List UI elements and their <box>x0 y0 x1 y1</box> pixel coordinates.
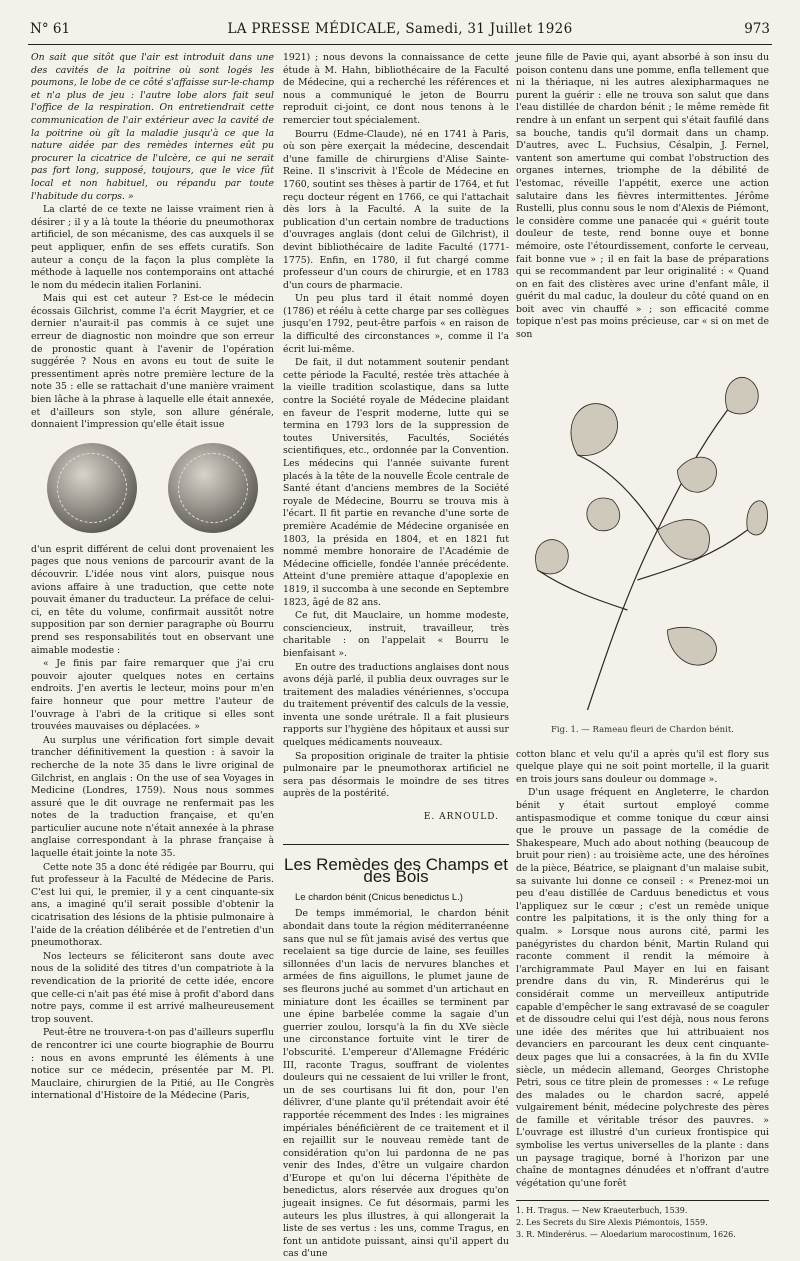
paragraph: 1921) ; nous devons la connaissance de cette étude à M. Hahn, bibliothécaire de la Faculté de Médecine, qui a recherché les références et nous a communiqué le jeton de Bourru reproduit ci-joint, ce dont nous tenons à le remercier tout spécialement. <box>283 52 509 126</box>
thistle-figure <box>516 350 769 745</box>
footnote: 2. Les Secrets du Sire Alexis Piémontois, 1559. <box>516 1218 708 1228</box>
issue-number: N° 61 <box>30 21 71 37</box>
column-1 <box>31 52 274 1102</box>
paragraph: Bourru (Edme-Claude), né en 1741 à Paris, où son père exerçait la médecine, descendait d'une famille de chirurgiens d'Alise Sainte-Reine. Il s'inscrivit à l'École de Médecine en 1760, soutint ses thèses à partir de 1764, et fut reçu docteur régent en 1766, ce qui l'attachait dès lors à la Faculté. A la suite de la publication d'un certain nombre de traductions d'ouvrages anglais (dont celui de Gilchrist), il devint bibliothécaire de ladite Faculté (1771-1775). Enfin, en 1780, il fut chargé comme professeur d'un cours de chirurgie, et en 1783 d'un cours de pharmacie. <box>283 128 509 291</box>
journal-title: LA PRESSE MÉDICALE, Samedi, 31 Juillet 1926 <box>227 21 573 37</box>
header-rule <box>28 44 772 45</box>
paragraph: La clarté de ce texte ne laisse vraiment rien à désirer ; il y a là toute la théorie du pneumothorax artificiel, de son mécanisme, des cas auxquels il se peut appliquer, enfin de ses effets curatifs. Son auteur a conçu de la façon la plus complète la méthode à laquelle nos contemporains ont attaché le nom du médecin italien Forlanini. <box>31 204 274 291</box>
paragraph: Peut-être ne trouvera-t-on pas d'ailleurs superflu de rencontrer ici une courte biographie de Bourru : nous en avons emprunté les éléments à une notice sur ce médecin, présentée par M. Pl. Mauclaire, chirurgien de la Pitié, au IIe Congrès international d'Histoire de la Médecine (Paris, <box>31 1027 274 1102</box>
paragraph: cotton blanc et velu qu'il a après qu'il est flory sus quelque playe qui ne soit point mortelle, il la guarit en trois jours sans douleur ou dommage ». <box>516 748 769 785</box>
paragraph: De fait, il dut notamment soutenir pendant cette période la Faculté, restée très attachée à la vieille tradition scolastique, dans sa lutte contre la Société royale de Médecine plaidant en faveur de l'esprit moderne, lutte qui se termina en 1793 lors de la suppression de toutes Universités, Facultés, Sociétés scientifiques, etc., ordonnée par la Convention. Les médecins qui l'année suivante furent placés à la tête de la nouvelle École centrale de Santé étant d'anciens membres de la Société royale de Médecine, Bourru se trouva mis à l'écart. Il fit partie en revanche d'une sorte de première Académie de Médecine organisée en 1803, la présida en 1804, et en 1821 fut nommé membre honoraire de l'Académie de Médecine officielle, fondée l'année précédente. Atteint d'une première attaque d'apoplexie en 1819, il succomba à une seconde en Septembre 1823, âgé de 82 ans. <box>283 357 509 608</box>
footnote: 3. R. Minderérus. — Aloedarium marocostinum, 1626. <box>516 1230 736 1240</box>
page-number: 973 <box>744 21 770 37</box>
paragraph: D'un usage fréquent en Angleterre, le chardon bénit y était surtout employé comme antispasmodique et comme tonique du cœur ainsi que le prouve un passage de la comédie de Shakespeare, Much ado about nothing (beaucoup de bruit pour rien) : au troisième acte, une des héroïnes de la pièce, Béatrice, se plaignant d'un malaise subit, sa suivante lui donne ce conseil : « Prenez-moi un peu d'eau distillée de Carduus benedictus et vous l'appliquez sur le cœur ; c'est un remède unique contre les palpitations, it is the only thing for a qualm. » Lorsque nous aurons cité, parmi les panégyristes du chardon bénit, Martin Ruland qui raconte comment il rendit la mémoire à l'archigrammate Paul Mayer en lui en faisant prendre dans du vin, R. Minderérus qui le considérait comme un merveilleux antiputride capable d'empêcher le sang extravasé de se coaguler et de dissoudre celui qui l'est déjà, nous nous ferons une idée des mérites que lui attribuaient nos devanciers en parcourant les deux cent cinquante-deux pages que lui a consacrées, à la fin du XVIIe siècle, un médecin allemand, Georges Christophe Petri, sous ce titre plein de promesses : « Le refuge des malades ou le chardon sacré, appelé vulgairement bénit, médecine polychreste des pères de famille et véritable trésor des pauvres. » L'ouvrage est illustré d'un curieux frontispice qui symbolise les vertus universelles de la plante : dans un paysage tragique, borné à l'horizon par une chaîne de montagnes dénudées et n'offrant d'autre végétation qu'une forêt <box>516 787 769 1189</box>
paragraph: Un peu plus tard il était nommé doyen (1786) et réélu à cette charge par ses collègues jusqu'en 1792, peut-être parfois « en raison de la difficulté des circonstances », comme il l'a écrit lui-même. <box>283 293 509 355</box>
column-2 <box>283 52 509 1260</box>
figure-caption: Fig. 1. — Rameau fleuri de Chardon bénit. <box>551 725 734 736</box>
article-subhead: Le chardon bénit (Cnicus benedictus L.) <box>295 891 463 903</box>
medal-obverse-image <box>47 443 137 533</box>
paragraph: d'un esprit différent de celui dont provenaient les pages que nous venions de parcourir avant de la découvrir. L'idée nous vint alors, puisque nous avions affaire à une traduction, que cette note pouvait émaner du traducteur. La préface de celui-ci, en tête du volume, confirmait aussitôt notre supposition par son dernier paragraphe où Bourru prend ses responsabilités tout en observant une aimable modestie : <box>31 543 274 656</box>
section-title: Les Remèdes des Champs et des Bois <box>283 844 509 884</box>
thistle-illustration <box>516 350 769 720</box>
page-header <box>30 21 770 43</box>
italic-quote: On sait que sitôt que l'air est introduit dans une des cavités de la poitrine où sont logés les poumons, le lobe de ce côté s'affaisse sur-le-champ et n'a plus de jeu : l'autre lobe alors fait seul l'office de la respiration. On entretiendrait cette communication de l'air extérieur avec la cavité de la poitrine où gît la maladie jusqu'à ce que la nature aidée par des remèdes internes eût pu procurer la cicatrice de l'ulcère, ce qui ne serait pas fort long, supposé, toujours, que le vice fût local et non habituel, ou répandu par toute l'habitude du corps. » <box>31 52 274 202</box>
paragraph: En outre des traductions anglaises dont nous avons déjà parlé, il publia deux ouvrages sur le traitement des maladies vénériennes, s'occupa du traitement préventif des calculs de la vessie, inventa une sonde urétrale. Il a fait plusieurs rapports sur l'hygiène des hôpitaux et aussi sur quelques médicaments nouveaux. <box>283 661 509 749</box>
paragraph: Au surplus une vérification fort simple devait trancher définitivement la question : à savoir la recherche de la note 35 dans le livre original de Gilchrist, en anglais : On the use of sea Voyages in Medicine (Londres, 1759). Nous nous sommes assuré que le dit ouvrage ne renfermait pas les notes de la traduction française, et qu'en particulier aucune note n'était annexée à la phrase anglaise correspondant à la phrase française à laquelle était jointe la note 35. <box>31 734 274 860</box>
footnotes <box>516 1200 769 1240</box>
paragraph: « Je finis par faire remarquer que j'ai cru pouvoir ajouter quelques notes en certains endroits. J'en avertis le lecteur, moins pour m'en faire honneur que pour mettre l'auteur de l'ouvrage à l'abri de la critique si elles sont trouvées mauvaises ou déplacées. » <box>31 658 274 733</box>
bourru-medal-images <box>31 438 274 538</box>
paragraph: Sa proposition originale de traiter la phtisie pulmonaire par le pneumothorax artificiel ne sera pas désormais le moindre de ses titres auprès de la postérité. <box>283 750 509 800</box>
paragraph: Cette note 35 a donc été rédigée par Bourru, qui fut professeur à la Faculté de Médecine de Paris. C'est lui qui, le premier, il y a cent cinquante-six ans, a imaginé qu'il serait possible d'obtenir la cicatrisation des lésions de la phtisie pulmonaire à l'aide de la création délibérée et de l'entretien d'un pneumothorax. <box>31 861 274 949</box>
author-signature: E. ARNOULD. <box>423 812 499 823</box>
paragraph: jeune fille de Pavie qui, ayant absorbé à son insu du poison contenu dans une pomme, enfla tellement que ni la thériaque, ni les autres alexipharmaques ne purent la guérir : elle ne trouva son salut que dans l'eau distillée de chardon bénit ; le même remède fit rendre à un enfant un serpent qui s'était faufilé dans sa bouche, tandis qu'il dormait dans un champ. D'autres, avec L. Fuchsius, Césalpin, J. Fernel, vantent son amertume qui combat l'obstruction des organes internes, triomphe de la débilité de l'estomac, réveille l'appétit, exerce une action salutaire dans les fièvres intermittentes. Jérôme Rustelli, plus connu sous le nom d'Alexis de Piémont, le considère comme une panacée qui « guérit toute douleur de teste, rend bonne ouye et bonne mémoire, oste l'étourdissement, conforte le cerveau, fait bonne vue » ; il en fait la base de préparations qui se recommandent par leur originalité : « Quand on en fait des clistères avec urine d'enfant mâle, il guérit du mal caduc, la douleur du côté quand on en boit avec vin chauffé » ; son efficacité comme topique n'est pas moins précieuse, car « si on met de son <box>516 52 769 341</box>
medal-reverse-image <box>168 443 258 533</box>
paragraph: De temps immémorial, le chardon bénit abondait dans toute la région méditerranéenne sans que nul se fût jamais avisé des vertus que recelaient sa tige durcie de laine, ses feuilles sillonnées d'un lacis de nervures blanches et armées de fins aiguillons, le plumet jaune de ses fleurons juché au sommet d'un artichaut en miniature dont les écailles se terminent par une épine barbelée comme la sagaie d'un guerrier zoulou, lorsqu'à la fin du XVe siècle une circonstance fortuite vint le tirer de l'obscurité. L'empereur d'Allemagne Frédéric III, raconte Tragus, souffrant de violentes douleurs qui ne cessaient de lui vriller le front, un de ses courtisans lui fit don, pour l'en délivrer, d'une plante qu'il prétendait avoir été rapportée récemment des Indes : les migraines impériales bénéficièrent de ce traitement et il en rejaillit sur le nouveau remède tant de considération qu'on lui pardonna de ne pas venir des Indes, d'être un vulgaire chardon d'Europe et qu'on lui décerna l'épithète de benedictus, alors réservée aux drogues qu'on jugeait insignes. Ce fut désormais, parmi les auteurs les plus illustres, à qui allongerait la liste de ses vertus : les uns, comme Tragus, en font un antidote puissant, ainsi qu'il appert du cas d'une <box>283 908 509 1260</box>
paragraph: Mais qui est cet auteur ? Est-ce le médecin écossais Gilchrist, comme l'a écrit Maygrier, et ce dernier n'aurait-il pas commis à ce sujet une erreur de diagnostic non moindre que son erreur de pronostic quant à l'avenir de l'opération suggérée ? Nous en avons eu tout de suite le pressentiment après notre première lecture de la note 35 : elle se rattachait d'une manière vraiment bien lâche à la phrase à laquelle elle était annexée, et d'ailleurs son style, son allure générale, donnaient l'impression qu'elle était issue <box>31 293 274 431</box>
paragraph: Nos lecteurs se féliciteront sans doute avec nous de la solidité des titres d'un compatriote à la revendication de la priorité de cette idée, encore que celle-ci n'ait pas été mise à profit d'abord dans notre pays, comme il est arrivé malheureusement trop souvent. <box>31 950 274 1025</box>
footnote: 1. H. Tragus. — New Kraeuterbuch, 1539. <box>516 1206 688 1216</box>
column-3 <box>516 52 769 1240</box>
paragraph: Ce fut, dit Mauclaire, un homme modeste, consciencieux, instruit, travailleur, très charitable : on l'appelait « Bourru le bienfaisant ». <box>283 610 509 659</box>
